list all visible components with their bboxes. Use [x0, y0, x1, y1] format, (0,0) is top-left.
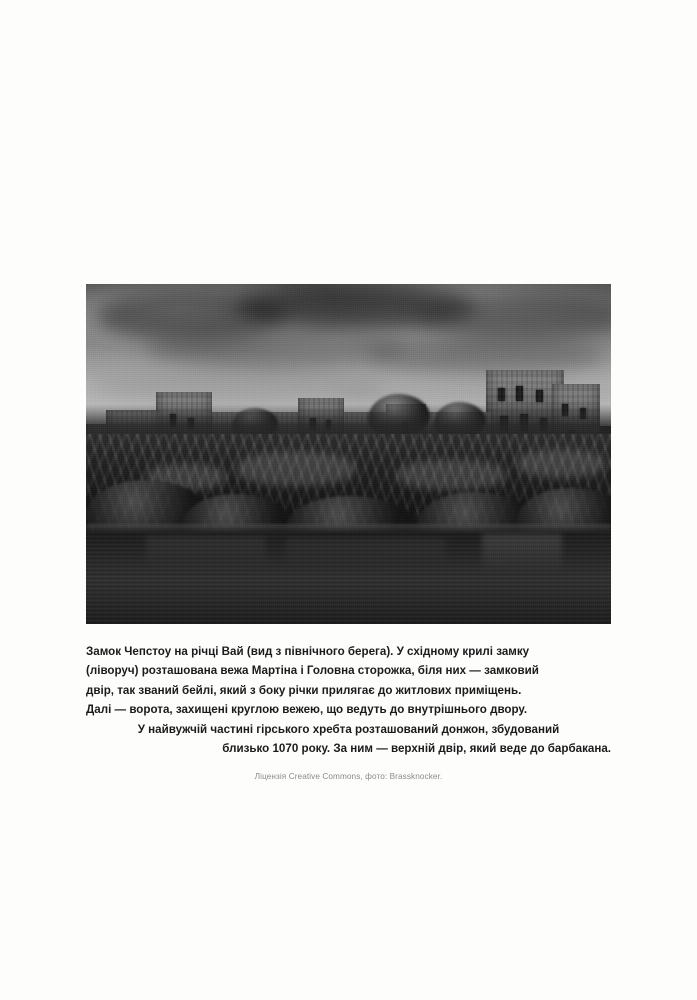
- water-reflection: [146, 536, 266, 570]
- cloud-icon: [146, 328, 406, 368]
- cliff-highlight: [396, 460, 506, 490]
- caption-line: (ліворуч) розташована вежа Мартіна і Головна сторожка, біля них — замковий: [86, 664, 539, 678]
- river-water: [86, 532, 611, 624]
- caption-line: близько 1070 року. За ним — верхній двір, який веде до барбакана.: [222, 742, 611, 756]
- window-opening: [498, 388, 505, 401]
- caption-line: У найвужчій частині гірського хребта розташований донжон, збудований: [137, 722, 560, 736]
- figure-block: [86, 284, 611, 781]
- water-reflection: [286, 538, 446, 568]
- cliff-highlight: [516, 450, 606, 478]
- caption-line: Замок Чепстоу на річці Вай (вид з північного берега). У східному крилі замку: [86, 645, 530, 658]
- window-opening: [536, 390, 543, 402]
- caption-line: двір, так званий бейлі, який з боку річки прилягає до житлових приміщень.: [86, 683, 522, 697]
- figure-caption: [86, 642, 611, 758]
- cliff-highlight: [236, 452, 356, 486]
- castle-photograph: [86, 284, 611, 624]
- water-reflection: [482, 534, 562, 574]
- window-opening: [516, 386, 523, 401]
- cloud-icon: [416, 294, 611, 338]
- caption-line: Далі — ворота, захищені круглою вежею, що ведуть до внутрішнього двору.: [86, 703, 528, 717]
- photo-credit: Ліцензія Creative Commons, фото: Brassknocker.: [254, 772, 443, 782]
